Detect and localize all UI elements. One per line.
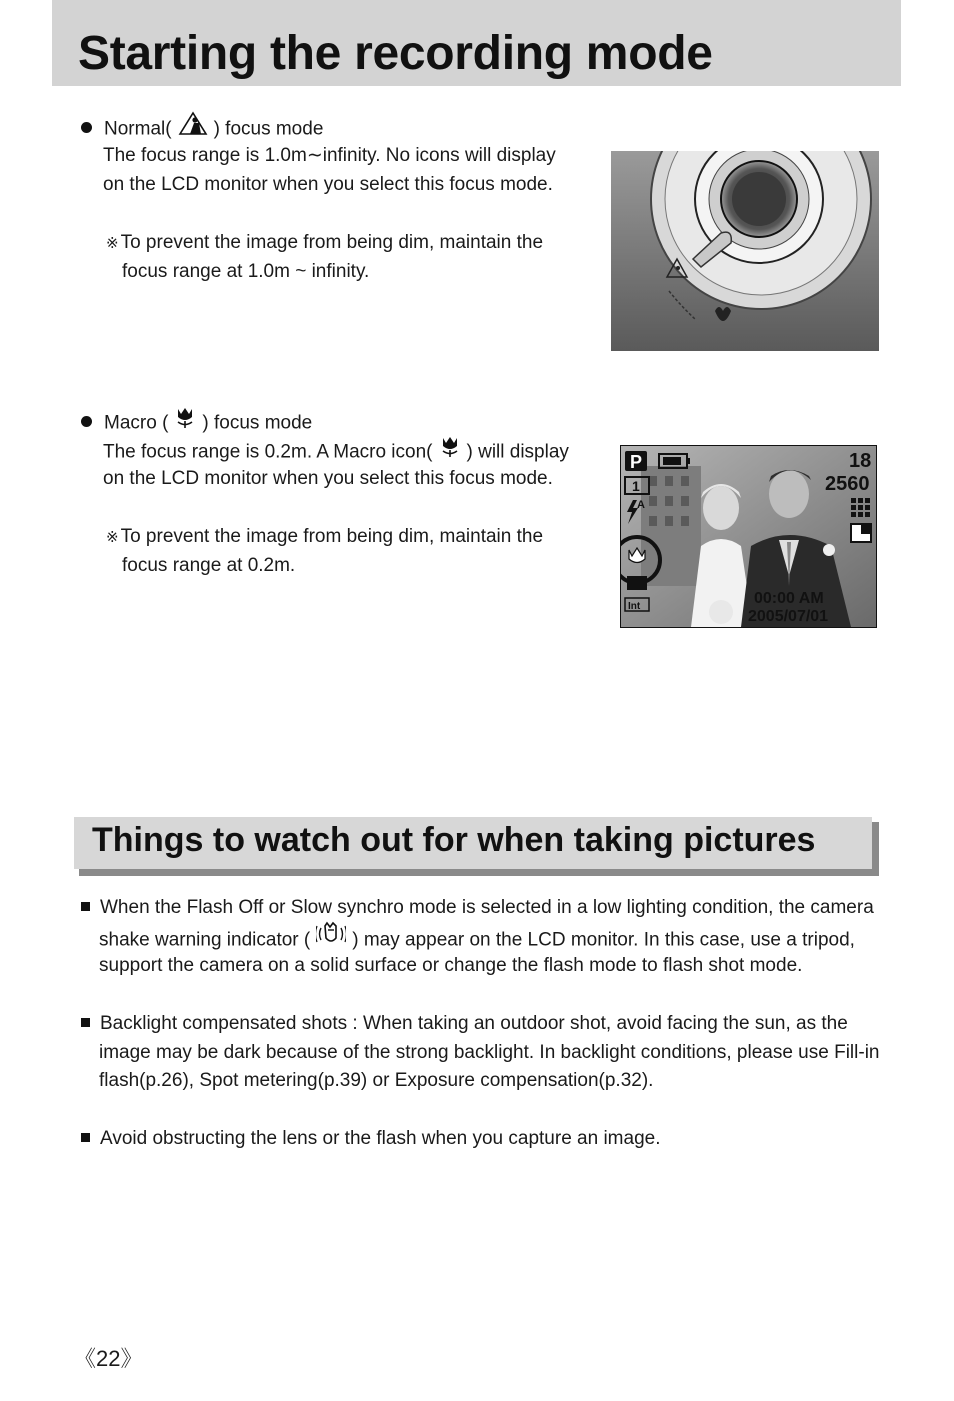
tip-text-suffix: ) may appear on the LCD monitor. In this case, use a tripod, bbox=[352, 929, 855, 951]
macro-icon bbox=[174, 405, 196, 438]
note-mark: ※ bbox=[106, 529, 119, 546]
square-bullet bbox=[81, 1133, 90, 1142]
quality-icon bbox=[851, 498, 870, 517]
macro-focus-label-suffix: ) focus mode bbox=[202, 412, 313, 434]
shooting-mode-badge: P bbox=[630, 452, 643, 472]
macro-focus-note-line2: focus range at 0.2m. bbox=[122, 555, 296, 576]
memory-indicator: Int bbox=[628, 601, 641, 612]
lcd-date: 2005/07/01 bbox=[748, 608, 829, 625]
normal-focus-note-text: To prevent the image from being dim, maintain the bbox=[120, 232, 544, 253]
lcd-time: 00:00 AM bbox=[754, 590, 824, 607]
frame-count: 18 bbox=[849, 450, 872, 472]
macro-focus-desc-line2: on the LCD monitor when you select this focus mode. bbox=[103, 468, 553, 489]
flash-auto-label: A bbox=[637, 499, 645, 511]
note-mark: ※ bbox=[106, 235, 119, 252]
lcd-illustration bbox=[621, 446, 876, 627]
macro-focus-note-text: To prevent the image from being dim, maintain the bbox=[120, 526, 544, 547]
normal-focus-label-suffix: ) focus mode bbox=[213, 118, 324, 140]
tip-2-line3: flash(p.26), Spot metering(p.39) or Exposure compensation(p.32). bbox=[99, 1070, 654, 1091]
tip-3-line1 bbox=[81, 1124, 661, 1153]
tip-text: Backlight compensated shots : When taking an outdoor shot, avoid facing the sun, as the bbox=[100, 1013, 848, 1034]
normal-focus-desc-line1: The focus range is 1.0m∼infinity. No icons will display bbox=[103, 145, 556, 166]
normal-focus-icon bbox=[178, 110, 208, 145]
drive-mode-indicator: 1 bbox=[632, 478, 640, 494]
macro-icon bbox=[439, 434, 461, 467]
macro-focus-label: Macro ( bbox=[104, 412, 169, 434]
macro-desc-text: The focus range is 0.2m. A Macro icon( bbox=[103, 441, 433, 463]
lcd-monitor-figure bbox=[620, 445, 877, 628]
tip-1-line3: support the camera on a solid surface or change the flash mode to flash shot mode. bbox=[99, 955, 803, 976]
normal-focus-label: Normal( bbox=[104, 118, 172, 140]
lens-focus-switch-figure bbox=[611, 151, 879, 351]
tip-text: When the Flash Off or Slow synchro mode is selected in a low lighting condition, the camera bbox=[100, 897, 874, 918]
tip-2-line1 bbox=[81, 1009, 848, 1038]
square-bullet bbox=[81, 902, 90, 911]
macro-desc-text-suffix: ) will display bbox=[466, 441, 569, 463]
section-title: Things to watch out for when taking pictures bbox=[92, 821, 816, 859]
bullet-dot bbox=[81, 122, 92, 133]
normal-focus-desc-line2: on the LCD monitor when you select this focus mode. bbox=[103, 174, 553, 195]
lens-illustration bbox=[611, 151, 879, 351]
tip-text: Avoid obstructing the lens or the flash when you capture an image. bbox=[100, 1128, 661, 1149]
tip-2-line2: image may be dark because of the strong backlight. In backlight conditions, please use Fill-in bbox=[99, 1042, 880, 1063]
tip-1-line1 bbox=[81, 893, 874, 922]
square-bullet bbox=[81, 1018, 90, 1027]
page-title: Starting the recording mode bbox=[78, 27, 713, 80]
normal-focus-note-line2: focus range at 1.0m ~ infinity. bbox=[122, 261, 370, 282]
image-resolution: 2560 bbox=[825, 473, 870, 495]
tip-text: shake warning indicator ( bbox=[99, 929, 311, 951]
normal-focus-note-line1 bbox=[106, 228, 543, 258]
bullet-dot bbox=[81, 416, 92, 427]
page-number: 《22》 bbox=[74, 1346, 143, 1371]
macro-focus-note-line1 bbox=[106, 522, 543, 552]
